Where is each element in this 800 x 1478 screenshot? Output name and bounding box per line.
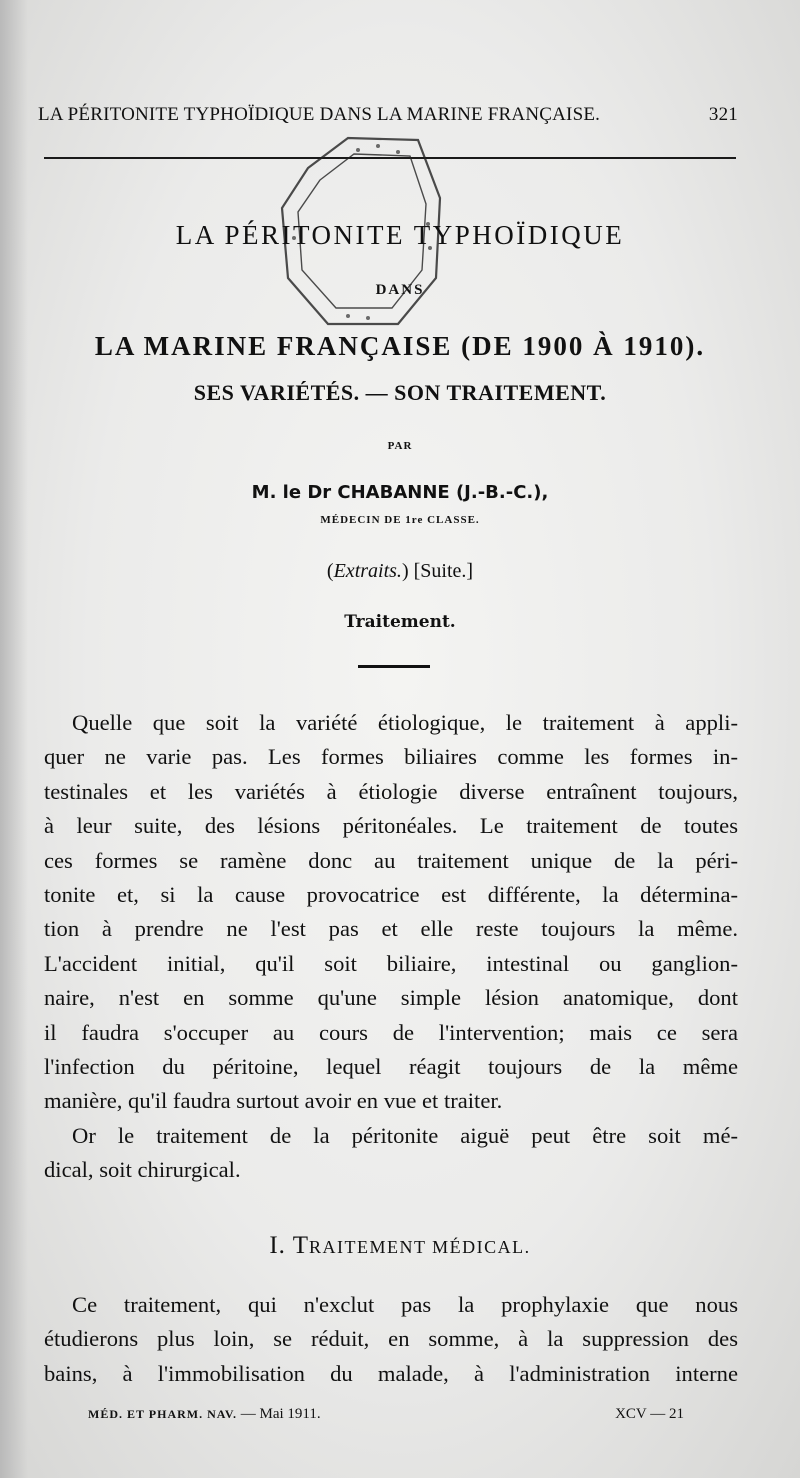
section-heading: Traitement. (344, 612, 456, 632)
subsection-numeral: I. (269, 1232, 286, 1259)
footer-journal-line (88, 1406, 321, 1423)
footer-signature: XCV — 21 (615, 1406, 684, 1422)
subsection-initial: T (292, 1232, 309, 1259)
article-title-dans: DANS (375, 282, 425, 298)
text-line: Quelle que soit la variété étiologique, le traitement à appli- (72, 710, 738, 735)
extraits-note: (Extraits.) [Suite.] (326, 560, 474, 582)
suite-label: Suite. (420, 560, 467, 582)
subsection-heading (0, 1232, 800, 1260)
byline-author: M. le Dr CHABANNE (J.-B.-C.), (251, 482, 549, 503)
text-line: dical, soit chirurgical. (44, 1157, 241, 1183)
text-line: tion à prendre ne l'est pas et elle reste toujours la même. (44, 916, 738, 942)
subsection-title: RAITEMENT MÉDICAL. (309, 1237, 531, 1257)
paragraph-1 (44, 706, 738, 1188)
byline-par: PAR (387, 440, 413, 452)
text-line: Or le traitement de la péritonite aiguë peut être soit mé- (72, 1122, 738, 1148)
text-line: bains, à l'immobilisation du malade, à l'administration interne (44, 1360, 738, 1386)
text-line: Ce traitement, qui n'exclut pas la prophylaxie que nous (72, 1292, 738, 1317)
page-footer (88, 1406, 684, 1423)
text-line: manière, qu'il faudra surtout avoir en vue et traiter. (44, 1088, 503, 1114)
text-line: à leur suite, des lésions péritonéales. Le traitement de toutes (44, 813, 738, 839)
text-line: étudierons plus loin, se réduit, en somme, à la suppression des (44, 1326, 738, 1352)
extraits-label: Extraits. (333, 560, 402, 582)
paragraph-3 (44, 1288, 738, 1391)
footer-dash: — (240, 1406, 256, 1422)
text-line: testinales et les variétés à étiologie diverse entraînent toujours, (44, 778, 738, 804)
text-line: L'accident initial, qu'il soit biliaire, intestinal ou ganglion- (44, 950, 738, 976)
footer-journal: MÉD. ET PHARM. NAV. (88, 1407, 238, 1421)
text-line: ces formes se ramène donc au traitement unique de la péri- (44, 847, 738, 873)
page-number: 321 (708, 104, 738, 125)
article-title-line2: LA MARINE FRANÇAISE (DE 1900 À 1910). (94, 331, 706, 361)
text-line: naire, n'est en somme qu'une simple lésion anatomique, dont (44, 985, 738, 1011)
text-line: quer ne varie pas. Les formes biliaires comme les formes in- (44, 744, 738, 770)
article-title-line1: LA PÉRITONITE TYPHOÏDIQUE (175, 220, 625, 250)
running-title: LA PÉRITONITE TYPHOÏDIQUE DANS LA MARINE FRANÇAISE. (38, 104, 601, 125)
text-line: tonite et, si la cause provocatrice est différente, la détermina- (44, 882, 738, 908)
running-head (38, 104, 738, 126)
article-subtitle: SES VARIÉTÉS. — SON TRAITEMENT. (193, 380, 607, 405)
text-line: il faudra s'occuper au cours de l'intervention; mais ce sera (44, 1019, 738, 1045)
byline-role: MÉDECIN DE 1re CLASSE. (320, 514, 480, 526)
footer-date: Mai 1911. (259, 1406, 321, 1422)
text-line: l'infection du péritoine, lequel réagit toujours de la même (44, 1054, 738, 1080)
section-rule (358, 665, 430, 668)
